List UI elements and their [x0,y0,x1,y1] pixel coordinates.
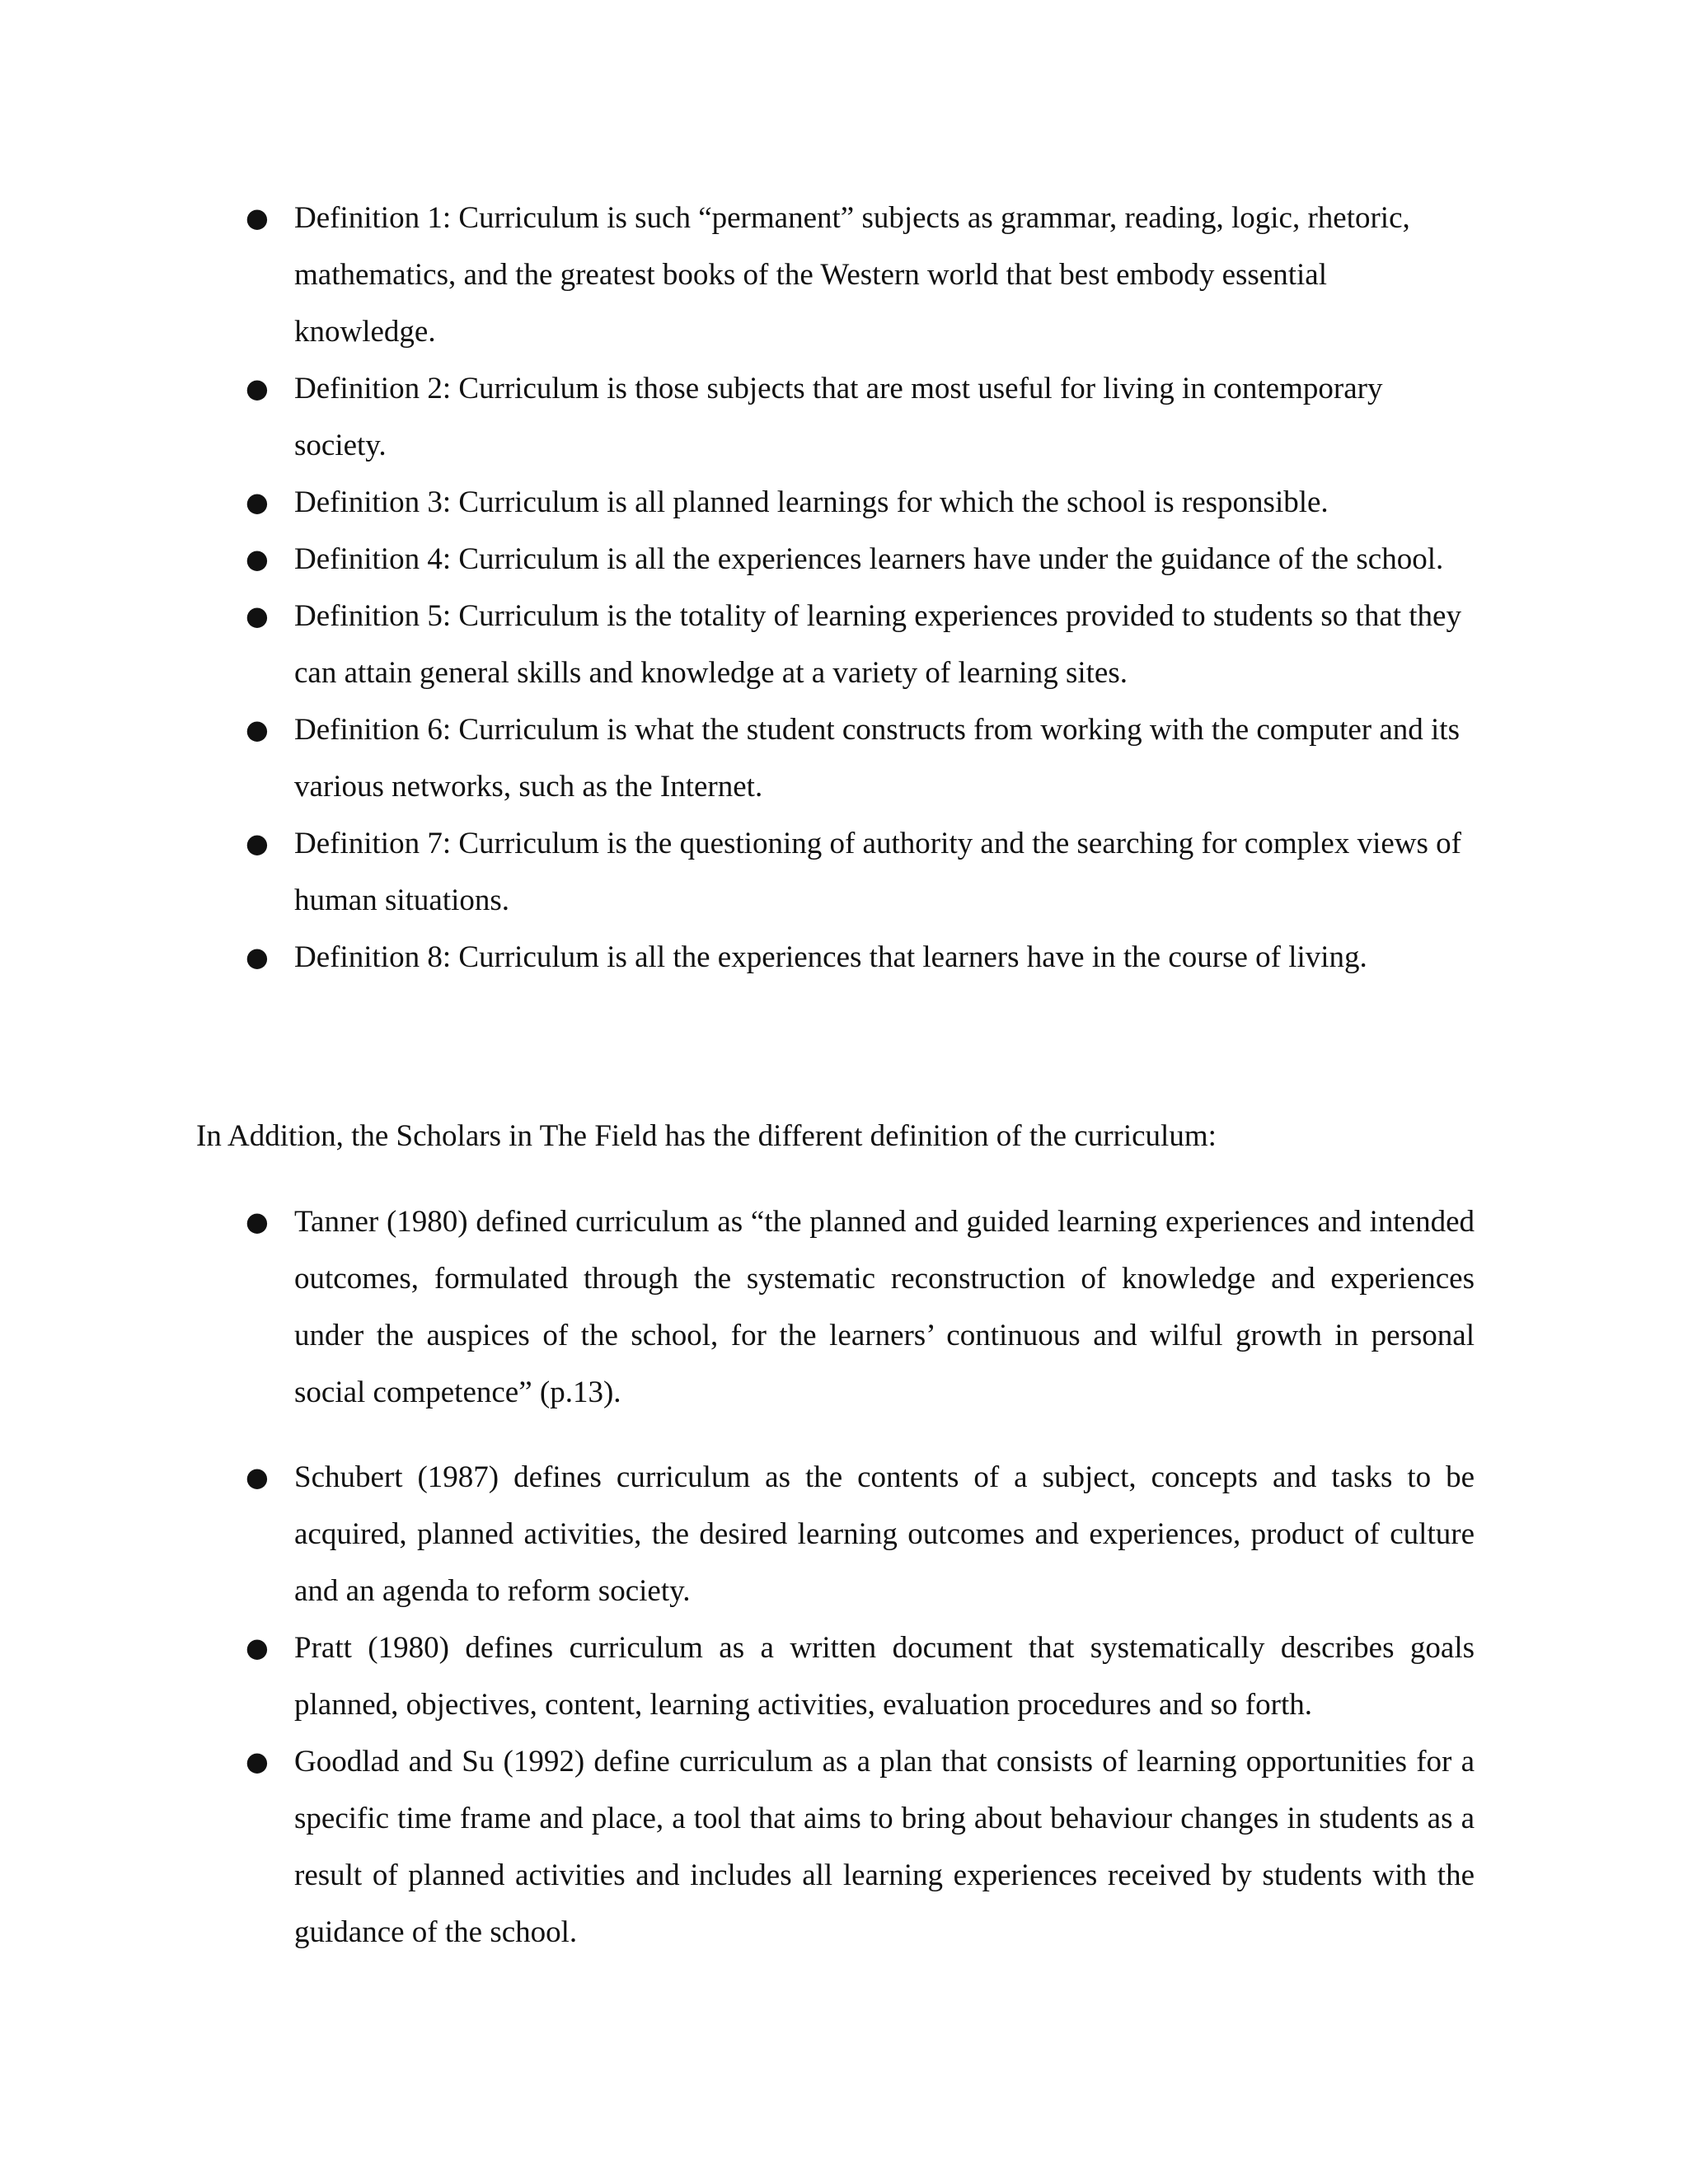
scholar-definition-text: Pratt (1980) defines curriculum as a written document that systematically describes goals planned, objectives, content, learning activities, evaluation procedures and so forth. [294,1631,1475,1722]
definition-text: Definition 8: Curriculum is all the experiences that learners have in the course of living. [294,940,1367,974]
bullet-icon: ● [246,202,269,233]
bullet-icon: ● [246,827,269,859]
scholars-list-tanner [0,1193,1688,1421]
bullet-icon: ● [246,1461,269,1493]
definition-text: Definition 4: Curriculum is all the experiences learners have under the guidance of the school. [294,542,1444,576]
scholar-definition-text: Schubert (1987) defines curriculum as the contents of a subject, concepts and tasks to be acquired, planned activities, the desired learning outcomes and experiences, product of culture and an agenda to reform society. [294,1460,1475,1608]
bullet-icon: ● [246,373,269,404]
bullet-icon: ● [246,600,269,631]
bullet-icon: ● [246,486,269,518]
list-item [0,531,1475,588]
scholar-definition-text: Goodlad and Su (1992) define curriculum as a plan that consists of learning opportunities for a specific time frame and place, a tool that aims to bring about behaviour changes in students as a result of planned activities and includes all learning experiences received by students with the guidance of the school. [294,1745,1475,1949]
definition-text: Definition 1: Curriculum is such “permanent” subjects as grammar, reading, logic, rhetoric, mathematics, and the greatest books of the Western world that best embody essential knowledge. [294,201,1410,349]
list-item [0,815,1475,929]
definition-text: Definition 2: Curriculum is those subjects that are most useful for living in contemporary society. [294,372,1383,462]
list-item [0,360,1475,474]
bullet-icon: ● [246,543,269,574]
bullet-icon: ● [246,714,269,745]
bullet-icon: ● [246,1632,269,1663]
bullet-icon: ● [246,1746,269,1777]
scholars-intro-paragraph: In Addition, the Scholars in The Field has the different definition of the curriculum: [196,1119,1217,1153]
list-item [0,1193,1475,1421]
bullet-icon: ● [246,1206,269,1237]
list-item [0,701,1475,815]
scholars-list [0,1449,1688,1961]
list-item [0,1449,1475,1619]
definition-text: Definition 7: Curriculum is the questioning of authority and the searching for complex views of human situations. [294,827,1461,917]
definition-text: Definition 6: Curriculum is what the student constructs from working with the computer and its various networks, such as the Internet. [294,713,1460,804]
list-item [0,190,1475,360]
definition-text: Definition 3: Curriculum is all planned learnings for which the school is responsible. [294,485,1329,519]
list-item [0,1619,1475,1733]
list-item [0,588,1475,701]
list-item [0,1733,1475,1961]
list-item [0,474,1475,531]
list-item [0,929,1475,986]
definitions-list [0,190,1688,986]
definition-text: Definition 5: Curriculum is the totality of learning experiences provided to students so that they can attain general skills and knowledge at a variety of learning sites. [294,599,1461,690]
scholar-definition-text: Tanner (1980) defined curriculum as “the planned and guided learning experiences and intended outcomes, formulated through the systematic reconstruction of knowledge and experiences under the auspices of the school, for the learners’ continuous and wilful growth in personal social competence” (p.13). [294,1205,1475,1409]
bullet-icon: ● [246,941,269,972]
